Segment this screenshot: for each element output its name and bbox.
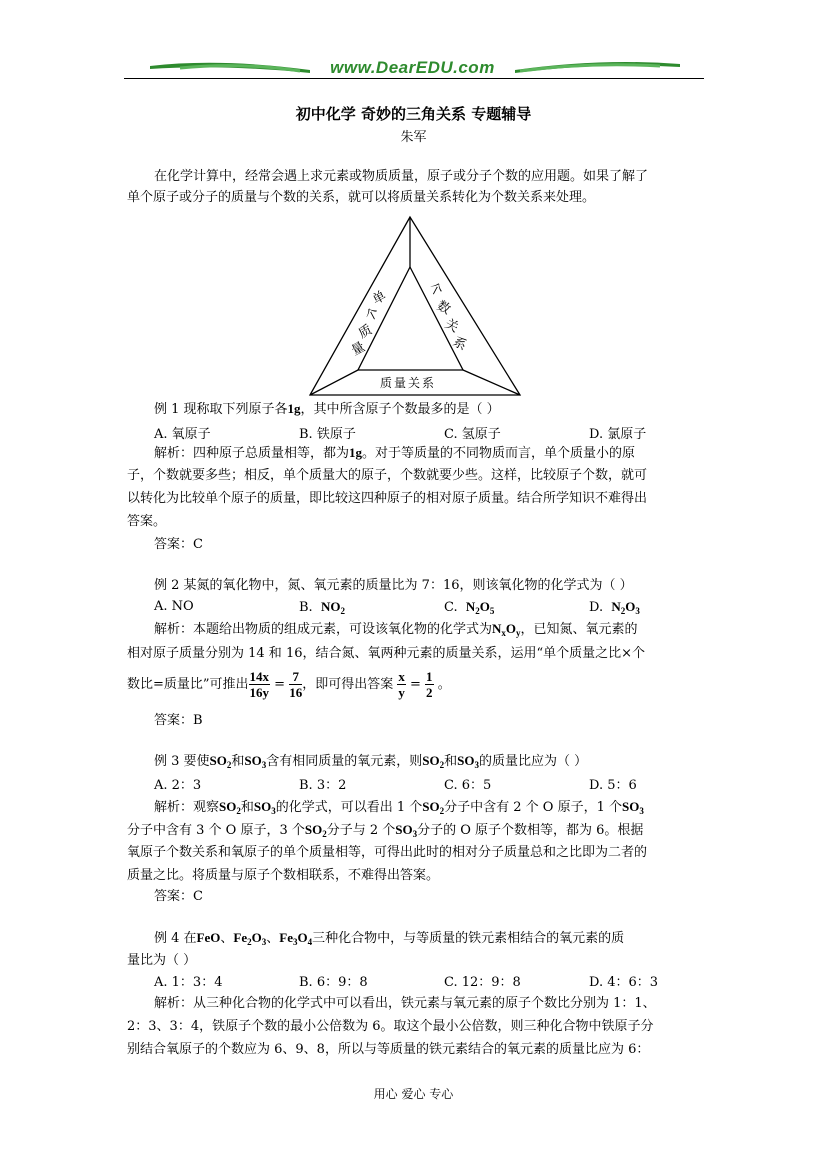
- ex3-analysis-3: 氧原子个数关系和氧原子的单个质量相等，可得出此时的相对分子质量总和之比即为二者的: [127, 845, 648, 860]
- label-single-mass: 单 个 质 量: [349, 288, 389, 359]
- ex1-answer: 答案：C: [154, 537, 203, 552]
- ex3-option-b: B. 3：2: [299, 778, 347, 793]
- ex2-option-b: B. $NO_2$: [299, 599, 345, 616]
- ex1-analysis-2: 子，个数就要多些；相反，单个质量大的原子，个数就要少些。这样，比较原子个数，就可: [127, 468, 648, 483]
- ex2-analysis-2: 相对原子质量分别为 14 和 16，结合氮、氧两种元素的质量关系，运用“单个质量之比×个: [127, 646, 646, 661]
- label-count-relation: 个 数 关 系: [426, 280, 469, 354]
- fraction-x-y: $\frac{x}{y}$: [398, 669, 405, 700]
- ex4-analysis-2: 2：3、3：4，铁原子个数的最小公倍数为 6。取这个最小公倍数，则三种化合物中铁原子分: [127, 1019, 654, 1034]
- ex2-option-d: D. $N_2O_3$: [589, 599, 640, 616]
- ex4-analysis-1: 解析：从三种化合物的化学式中可以看出，铁元素与氧元素的原子个数比分别为 1：1、: [154, 996, 656, 1011]
- header-rule: [124, 78, 704, 79]
- ex3-option-d: D. 5：6: [589, 778, 637, 793]
- ex3-question: 例 3 要使$SO_2$和$SO_3$含有相同质量的氧元素，则$SO_2$和$SO_3$的质量比应为（ ）: [154, 753, 588, 770]
- ex4-analysis-3: 别结合氧原子的个数应为 6、9、8，所以与等质量的铁元素结合的氧元素的质量比应为 6：: [127, 1042, 650, 1057]
- header-banner: [0, 0, 827, 90]
- ex3-analysis-2: 分子中含有 3 个 O 原子，3 个$SO_2$分子与 2 个$SO_3$分子的 O 原子个数相等，都为 6。根据: [127, 822, 644, 839]
- triangle-svg: [308, 215, 523, 400]
- triangle-diagram: [308, 215, 523, 400]
- label-mass-relation: 质量关系: [380, 376, 437, 390]
- intro-line-2: 单个原子或分子的质量与个数的关系，就可以将质量关系转化为个数关系来处理。: [127, 190, 596, 205]
- ex2-options: [154, 596, 674, 617]
- ex4-option-d: D. 4：6：3: [589, 975, 659, 990]
- footer: 用心 爱心 专心: [373, 1087, 454, 1101]
- ex4-option-c: C. 12：9：8: [444, 975, 521, 990]
- ex3-option-a: A. 2：3: [154, 778, 202, 793]
- ex2-analysis-1: 解析：本题给出物质的组成元素，可设该氧化物的化学式为$N_xO_y$，已知氮、氧元素的: [154, 621, 638, 638]
- ex2-analysis-3: 数比=质量比”可推出 $\frac{14x}{16y}$ = $\frac{7}{16}$ ，即可得出答案 $\frac{x}{y}$ = $\frac{1}{2}$ 。: [127, 669, 451, 700]
- ex4-question-2: 量比为（ ）: [127, 953, 197, 968]
- ex2-option-a: A. NO: [154, 599, 194, 614]
- ex4-options: [154, 972, 674, 993]
- ex3-answer: 答案：C: [154, 889, 203, 904]
- ex2-answer: 答案：B: [154, 713, 203, 728]
- fraction-14x-16y: $\frac{14x}{16y}$: [249, 669, 270, 700]
- ex4-question: 例 4 在FeO、$Fe_2O_3$、$Fe_3O_4$三种化合物中，与等质量的铁元素相结合的氧元素的质: [154, 930, 625, 947]
- ex1-option-a: A. 氧原子: [154, 427, 211, 442]
- fraction-1-2: $\frac{1}{2}$: [426, 669, 433, 700]
- ex3-analysis-1: 解析：观察$SO_2$和$SO_3$的化学式，可以看出 1 个$SO_2$分子中含有 2 个 O 原子，1 个$SO_3$: [154, 799, 644, 816]
- ex2-option-c: C. $N_2O_5$: [444, 599, 495, 616]
- ex1-analysis-3: 以转化为比较单个原子的质量，即比较这四种原子的相对原子质量。结合所学知识不难得出: [127, 491, 648, 506]
- ex4-option-a: A. 1：3：4: [154, 975, 223, 990]
- header-logo: www.DearEDU.com: [330, 58, 495, 77]
- intro-line-1: 在化学计算中，经常会遇上求元素或物质质量，原子或分子个数的应用题。如果了解了: [154, 169, 649, 184]
- ex1-question: 例 1 现称取下列原子各1g，其中所含原子个数最多的是（ ）: [154, 401, 500, 417]
- ex1-option-d: D. 氯原子: [589, 427, 647, 442]
- ex3-option-c: C. 6：5: [444, 778, 492, 793]
- ex3-options: [154, 775, 674, 796]
- ex3-analysis-4: 质量之比。将质量与原子个数相联系，不难得出答案。: [127, 868, 440, 883]
- fraction-7-16: $\frac{7}{16}$: [289, 669, 303, 700]
- ex1-option-c: C. 氢原子: [444, 427, 501, 442]
- ex4-option-b: B. 6：9：8: [299, 975, 368, 990]
- ex1-option-b: B. 铁原子: [299, 427, 356, 442]
- author: 朱军: [400, 130, 427, 145]
- ex2-question: 例 2 某氮的氧化物中，氮、氧元素的质量比为 7：16，则该氧化物的化学式为（ ）: [154, 578, 633, 593]
- page-title: 初中化学 奇妙的三角关系 专题辅导: [295, 105, 532, 123]
- ex1-analysis-1: 解析：四种原子总质量相等，都为1g。对于等质量的不同物质而言，单个质量小的原: [154, 445, 636, 461]
- ex1-analysis-4: 答案。: [127, 514, 167, 529]
